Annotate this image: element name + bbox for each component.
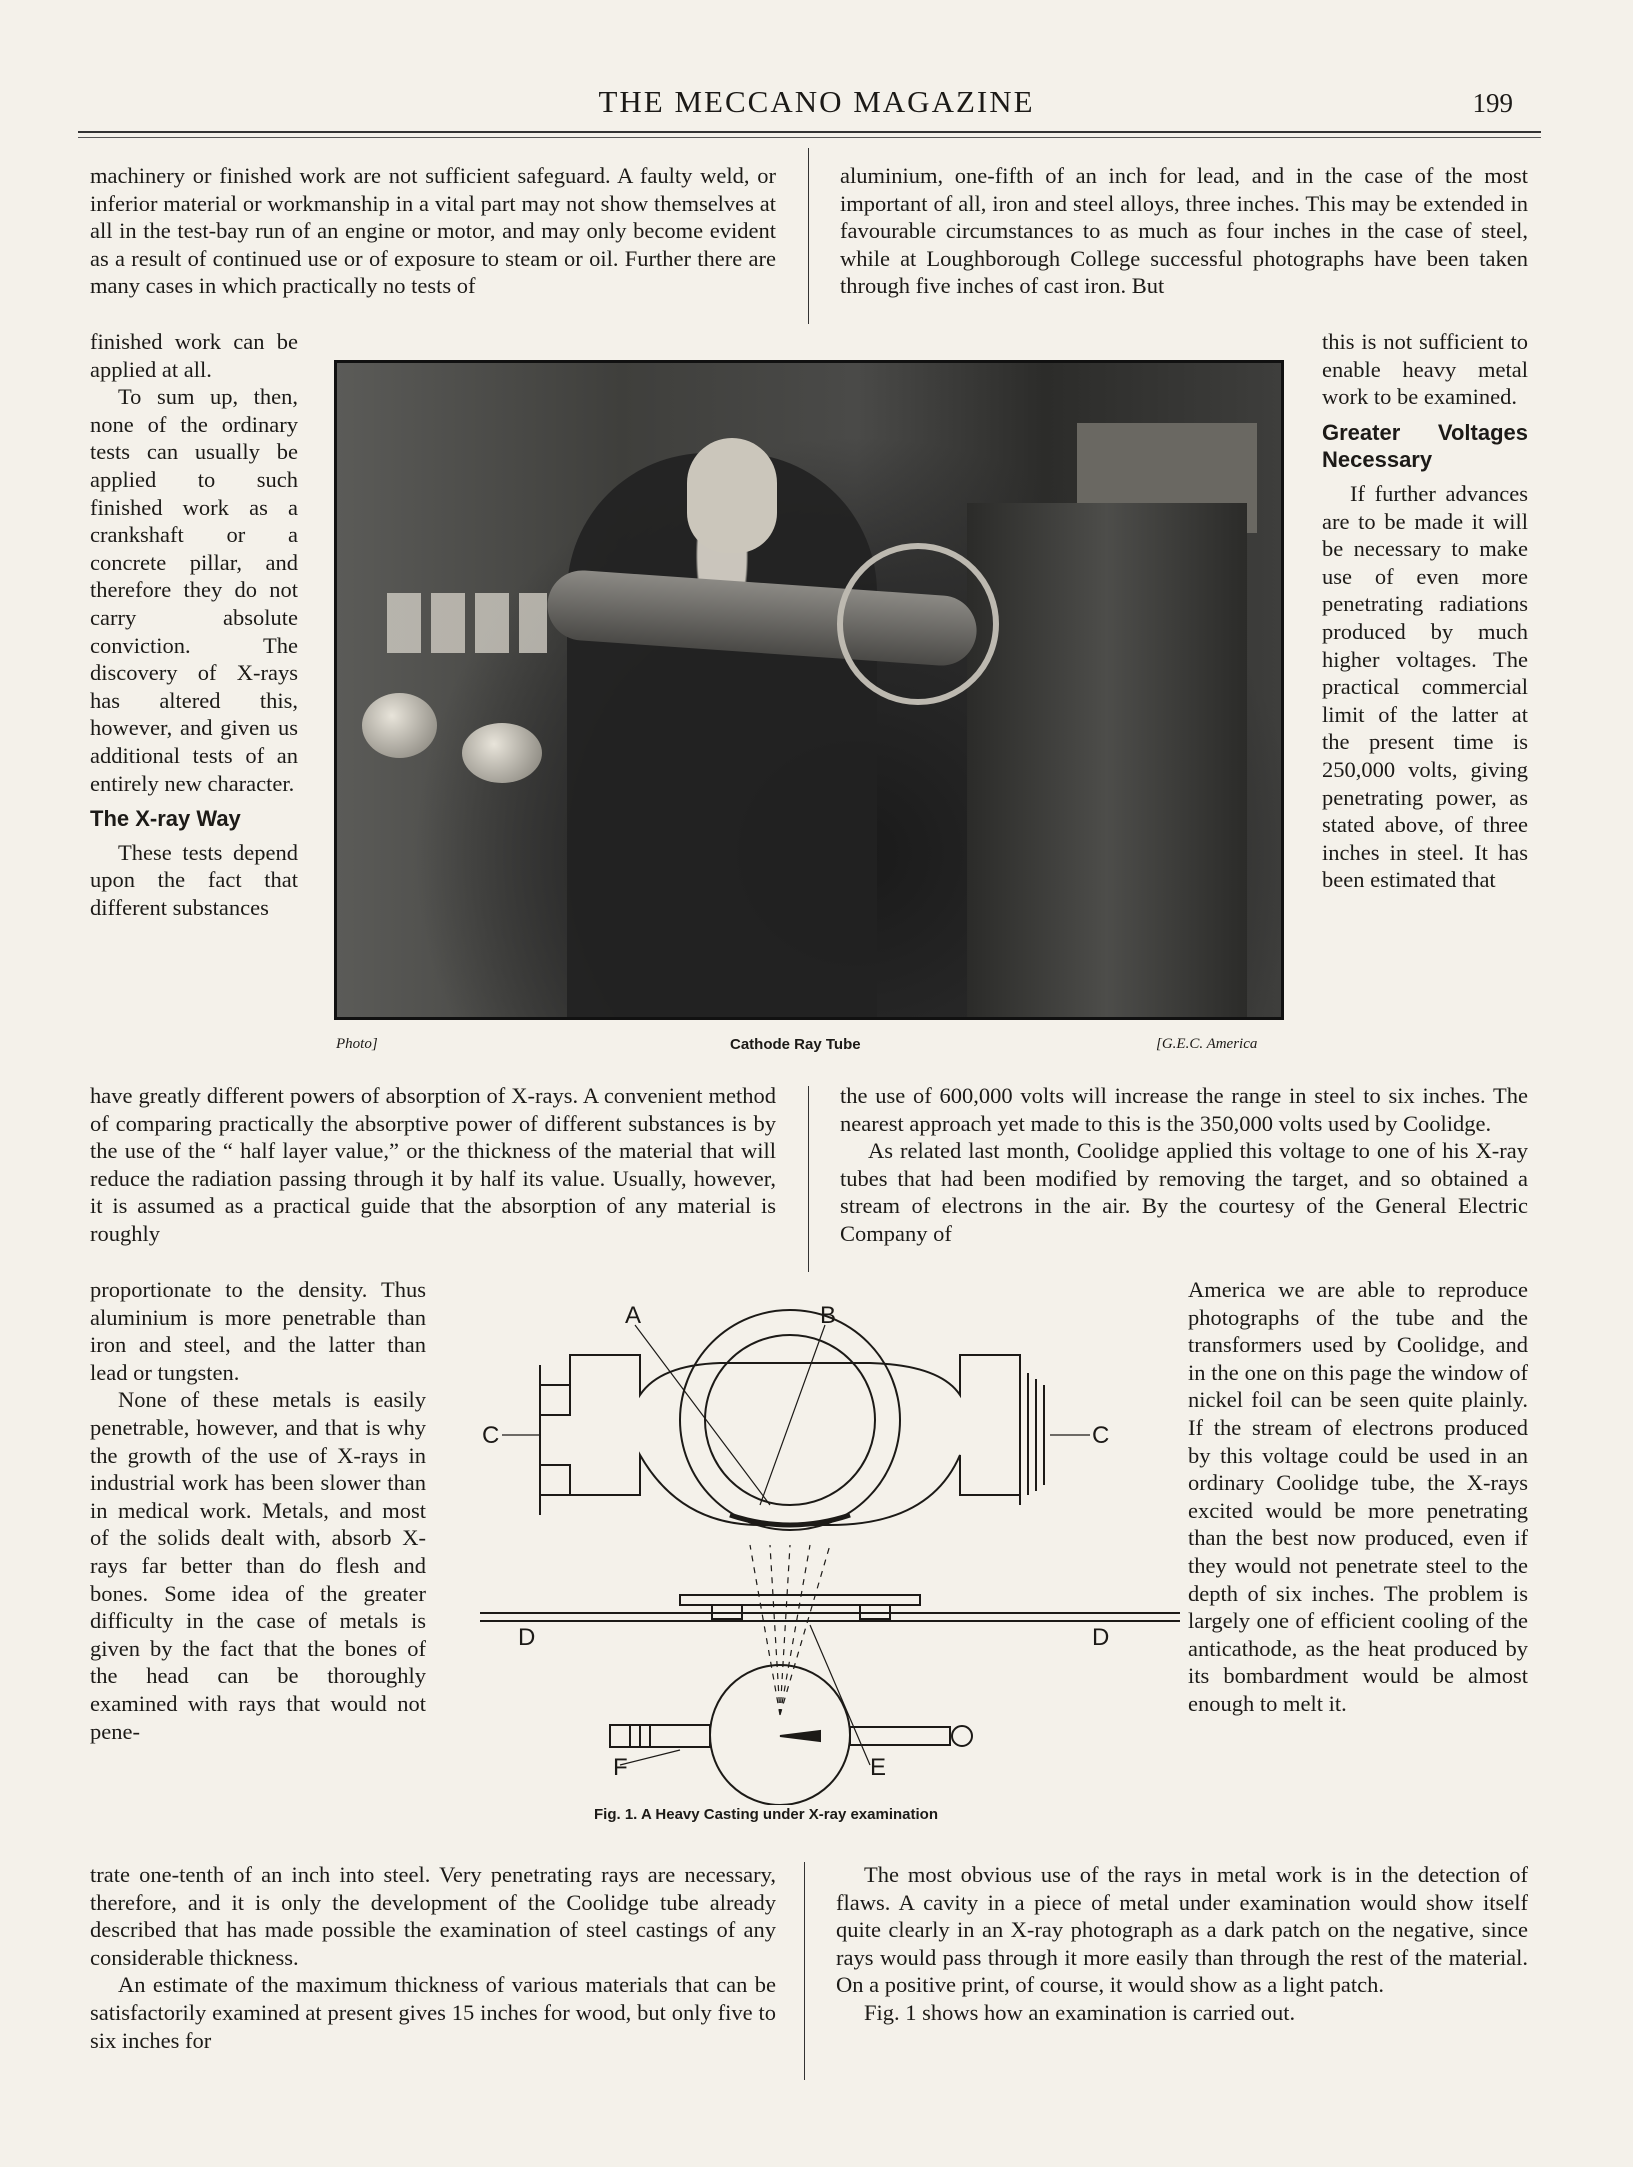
photo-face	[687, 438, 777, 553]
photo-transformer-cabinet	[967, 503, 1247, 1020]
column-divider	[808, 148, 809, 324]
paragraph: These tests depend upon the fact that different substances	[90, 839, 298, 920]
header-rule-thin	[78, 137, 1541, 138]
paragraph: trate one-tenth of an inch into steel. Very penetrating rays are necessary, therefore, and it is only the development of the Coolidge tube already described that has made possible the examination of steel castings of any considerable thickness.	[90, 1862, 776, 1970]
paragraph: The most obvious use of the rays in metal work is in the detection of flaws. A cavity in a piece of metal under examination would show itself quite clearly in an X-ray photograph as a dark patch on the negative, since rays would pass through it more easily than through the rest of the material. On a positive print, of course, it would show as a light patch.	[836, 1862, 1528, 1998]
label-e: E	[870, 1754, 887, 1781]
casting-outline	[540, 1355, 1020, 1525]
casting-ring-inner	[705, 1335, 875, 1505]
label-d-left: D	[518, 1624, 536, 1651]
photo-globe	[462, 723, 542, 783]
paragraph: machinery or finished work are not sufficient safeguard. A faulty weld, or inferior material or workmanship in a vital part may not show themselves at all in the test-bay run of an engine or motor, and may only become evident as a result of continued use or of exposure to steam or oil. Further there are many cases in which practically no tests of	[90, 163, 776, 299]
right-column-narrow	[1322, 328, 1528, 894]
photo-caption: Cathode Ray Tube	[730, 1036, 861, 1053]
paragraph: this is not sufficient to enable heavy metal work to be examined.	[1322, 329, 1528, 410]
right-column-fig-wrap	[1188, 1276, 1528, 1718]
leader-b	[760, 1325, 825, 1505]
paragraph: aluminium, one-fifth of an inch for lead, and in the case of the most important of all, iron and steel alloys, three inches. This may be extended in favourable circumstances to as much as four inches in the case of steel, while at Loughborough College successful photographs have been taken through five inches of cast iron. But	[840, 163, 1528, 299]
photo-credit-left: Photo]	[336, 1036, 378, 1052]
paragraph: proportionate to the density. Thus aluminium is more penetrable than iron and steel, and the latter than lead or tungsten.	[90, 1277, 426, 1385]
paragraph: If further advances are to be made it will be necessary to make use of even more penetrating radiations produced by much higher voltages. The practical commercial limit of the latter at the present time is 250,000 volts, giving penetrating power, as stated above, of three inches in steel. It has been estimated that	[1322, 480, 1528, 893]
photo-globe	[362, 693, 437, 758]
left-column-bottom	[90, 1861, 776, 2054]
left-column-fig-wrap	[90, 1276, 426, 1745]
xray-tube-anode-arm	[850, 1727, 950, 1745]
subheading: Greater Voltages Necessary	[1322, 419, 1528, 473]
anticathode	[780, 1731, 820, 1741]
casting-ring-outer	[680, 1310, 900, 1530]
right-column-top	[840, 162, 1528, 300]
figure-caption: Fig. 1. A Heavy Casting under X-ray examination	[594, 1806, 938, 1823]
photo-credit-right: [G.E.C. America	[1156, 1036, 1258, 1052]
xray-tube-cathode-arm	[610, 1725, 710, 1747]
left-column-mid	[90, 1082, 776, 1248]
flange-lines	[540, 1385, 570, 1495]
paragraph: As related last month, Coolidge applied this voltage to one of his X-ray tubes that had been modified by removing the target, and so obtained a stream of electrons in the air. By the courtesy of the General Electric Company of	[840, 1138, 1528, 1246]
page-header-title: THE MECCANO MAGAZINE	[598, 84, 1035, 119]
paragraph: To sum up, then, none of the ordinary tests can usually be applied to such finished work as a crankshaft or a concrete pillar, and therefore they do not carry absolute conviction. The discovery of X-rays has altered this, however, and given us additional tests of an entirely new character.	[90, 384, 298, 796]
label-d-right: D	[1092, 1624, 1110, 1651]
subheading: The X-ray Way	[90, 806, 241, 832]
cathode-coil	[630, 1725, 650, 1747]
label-a: A	[625, 1302, 642, 1329]
label-b: B	[820, 1302, 837, 1329]
leader-f	[620, 1750, 680, 1765]
left-column-narrow	[90, 328, 298, 921]
label-c-right: C	[1092, 1422, 1110, 1449]
photo-tube-ring	[837, 543, 999, 705]
paragraph: America we are able to reproduce photographs of the tube and the transformers used by Coolidge, and in the one on this page the window of nickel foil can be seen quite plainly. If the stream of electrons produced by this voltage could be used in an ordinary Coolidge tube, the X-rays excited would be more penetrating than the best now produced, even if they would not penetrate steel to the depth of six inches. The problem is largely one of efficient cooling of the anticathode, as the heat produced by its bombardment would be almost enough to melt it.	[1188, 1277, 1528, 1716]
column-divider	[808, 1086, 809, 1272]
paragraph: have greatly different powers of absorption of X-rays. A convenient method of comparing practically the absorptive power of different substances is by the use of the “ half layer value,” or the thickness of the material that will reduce the radiation passing through it by half its value. Usually, however, it is assumed as a practical guide that the absorption of any material is roughly	[90, 1083, 776, 1246]
photo-bottles	[387, 593, 547, 653]
paragraph: None of these metals is easily penetrable, however, and that is why the growth of the use of X-rays in industrial work has been slower than in medical work. Metals, and most of the solids dealt with, absorb X-rays far better than do flesh and bones. Some idea of the greater difficulty in the case of metals is given by the fact that the bones of the head can be thoroughly examined with rays that would not pene-	[90, 1387, 426, 1744]
paragraph: the use of 600,000 volts will increase the range in steel to six inches. The nearest approach yet made to this is the 350,000 volts used by Coolidge.	[840, 1083, 1528, 1136]
right-flange-rings	[1020, 1365, 1044, 1505]
paragraph: finished work can be applied at all.	[90, 329, 298, 382]
paragraph: Fig. 1 shows how an examination is carried out.	[864, 1999, 1296, 2025]
right-column-mid	[840, 1082, 1528, 1248]
paragraph: An estimate of the maximum thickness of various materials that can be satisfactorily examined at present gives 15 inches for wood, but only five to six inches for	[90, 1972, 776, 2053]
right-column-bottom	[836, 1861, 1528, 2027]
xray-casting-diagram	[480, 1295, 1180, 1805]
xray-beam	[750, 1545, 830, 1715]
xray-tube-cap	[952, 1726, 972, 1746]
page-number: 199	[1472, 88, 1513, 118]
column-divider	[804, 1862, 805, 2080]
header-rule	[78, 131, 1541, 133]
left-column-top	[90, 162, 776, 300]
cathode-ray-tube-photo	[334, 360, 1284, 1020]
label-f: F	[613, 1754, 628, 1781]
label-c-left: C	[482, 1422, 500, 1449]
flaw-patch	[730, 1515, 850, 1525]
